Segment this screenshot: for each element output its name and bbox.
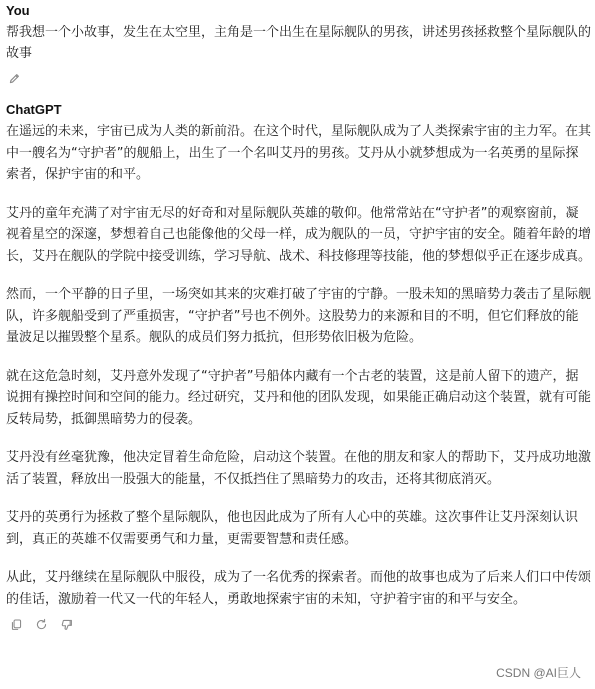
pencil-icon[interactable] xyxy=(6,70,22,86)
assistant-paragraph: 在遥远的未来，宇宙已成为人类的新前沿。在这个时代，星际舰队成为了人类探索宇宙的主力军。在其中一艘名为“守护者”的舰船上，出生了一个名叫艾丹的男孩。艾丹从小就梦想成为一名英勇的星际探索者，保护宇宙的和平。 xyxy=(6,124,592,182)
assistant-message-actions xyxy=(8,616,591,632)
assistant-paragraph: 艾丹的英勇行为拯救了整个星际舰队，他也因此成为了所有人心中的英雄。这次事件让艾丹深刻认识到，真正的英雄不仅需要勇气和力量，更需要智慧和责任感。 xyxy=(6,510,579,547)
user-message xyxy=(6,0,591,89)
assistant-paragraph: 就在这危急时刻，艾丹意外发现了“守护者”号船体内藏有一个古老的装置，这是前人留下的遗产，据说拥有操控时间和空间的能力。经过研究，艾丹和他的团队发现，如果能正确启动这个装置，就有可能反转局势，抵御黑暗势力的侵袭。 xyxy=(6,368,592,427)
chat-transcript xyxy=(6,0,591,632)
thumbs-down-icon[interactable] xyxy=(58,616,74,632)
assistant-message xyxy=(6,102,591,632)
assistant-paragraph: 艾丹的童年充满了对宇宙无尽的好奇和对星际舰队英雄的敬仰。他常常站在“守护者”的观察窗前，凝视着星空的深邃，梦想着自己也能像他的父母一样，成为舰队的一员，守护宇宙的安全。随着年龄的增长，艾丹在舰队的学院中接受训练，学习导航、战术、科技修理等技能，他的梦想似乎正在逐步成真。 xyxy=(6,205,592,264)
csdn-watermark: CSDN @AI巨人 xyxy=(496,666,581,680)
copy-icon[interactable] xyxy=(8,616,24,632)
assistant-speaker-label: ChatGPT xyxy=(6,102,62,117)
regenerate-icon[interactable] xyxy=(33,616,49,632)
user-message-text: 帮我想一个小故事，发生在太空里，主角是一个出生在星际舰队的男孩，讲述男孩拯救整个星际舰队的故事 xyxy=(6,25,592,61)
user-message-actions xyxy=(6,67,591,89)
assistant-paragraph: 从此，艾丹继续在星际舰队中服役，成为了一名优秀的探索者。而他的故事也成为了后来人们口中传颂的佳话，激励着一代又一代的年轻人，勇敢地探索宇宙的未知，守护着宇宙的和平与安全。 xyxy=(6,570,592,607)
assistant-paragraph: 艾丹没有丝毫犹豫，他决定冒着生命危险，启动这个装置。在他的朋友和家人的帮助下，艾丹成功地激活了装置，释放出一股强大的能量，不仅抵挡住了黑暗势力的攻击，还将其彻底消灭。 xyxy=(6,450,592,487)
user-speaker-label: You xyxy=(6,3,30,18)
assistant-paragraph: 然而，一个平静的日子里，一场突如其来的灾难打破了宇宙的宁静。一股未知的黑暗势力袭击了星际舰队，许多舰船受到了严重损害，“守护者”号也不例外。这股势力的来源和目的不明，但它们释放的能量波足以摧毁整个星系。舰队的成员们努力抵抗，但形势依旧极为危险。 xyxy=(6,287,592,345)
